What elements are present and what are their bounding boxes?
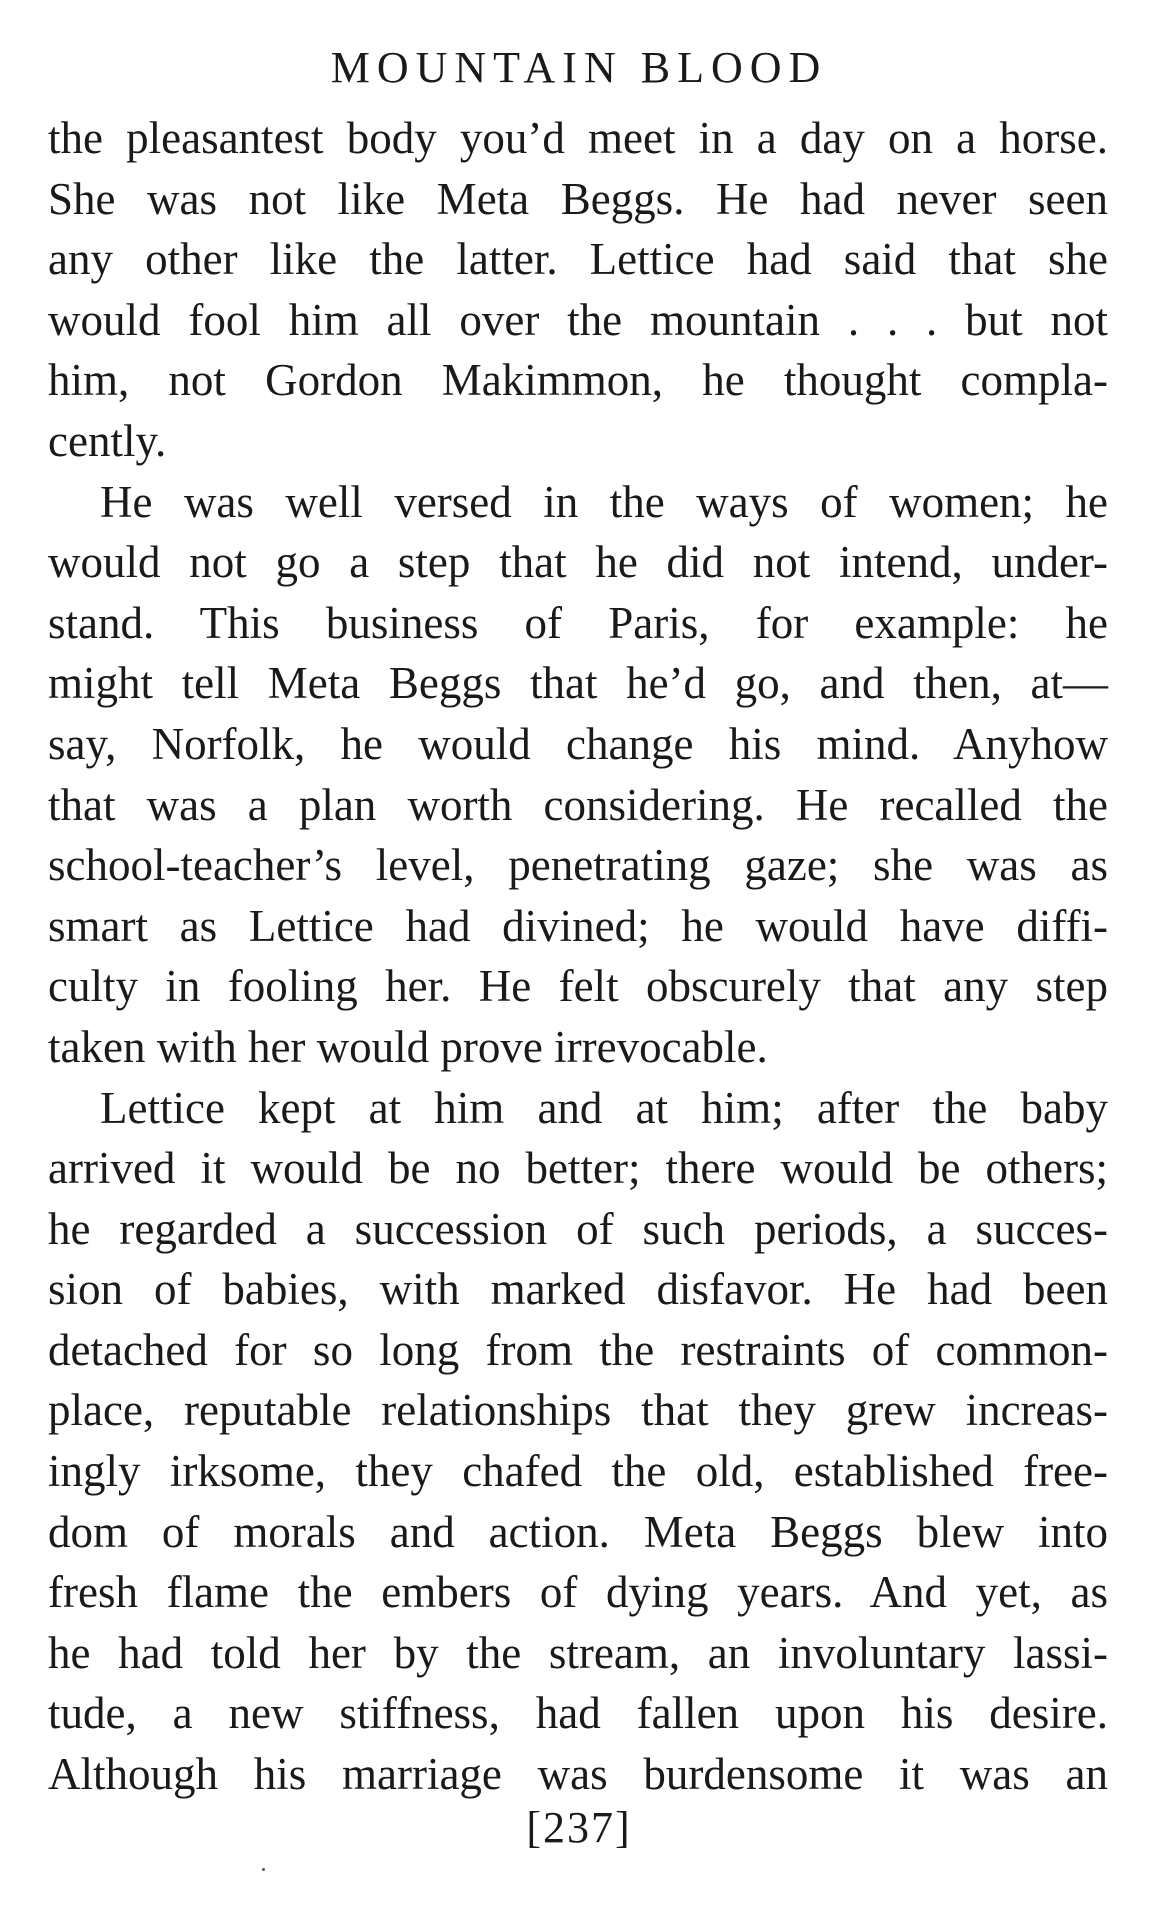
text-line: he regarded a succession of such periods, a succes-	[48, 1203, 1108, 1254]
text-line: would fool him all over the mountain . . . but not	[48, 294, 1108, 345]
body-text	[48, 108, 1108, 1805]
text-line: taken with her would prove irrevocable.	[48, 1021, 768, 1072]
text-line: the pleasantest body you’d meet in a day on a horse.	[48, 113, 1108, 163]
text-line: Lettice kept at him and at him; after the baby	[100, 1082, 1108, 1133]
text-line: him, not Gordon Makimmon, he thought compla-	[48, 355, 1108, 406]
paragraph	[48, 108, 1108, 472]
text-line: smart as Lettice had divined; he would have diffi-	[48, 900, 1108, 951]
paragraph	[48, 1078, 1108, 1805]
text-line: that was a plan worth considering. He recalled the	[48, 779, 1108, 830]
text-line: say, Norfolk, he would change his mind. Anyhow	[48, 718, 1108, 769]
text-line: any other like the latter. Lettice had said that she	[48, 234, 1108, 285]
text-line: Although his marriage was burdensome it was an	[48, 1749, 1108, 1800]
text-line: tude, a new stiffness, had fallen upon his desire.	[48, 1688, 1108, 1739]
page-number: [237]	[526, 1803, 632, 1852]
text-line: arrived it would be no better; there would be others;	[48, 1143, 1108, 1194]
text-line: school-teacher’s level, penetrating gaze; she was as	[48, 840, 1108, 891]
text-line: stand. This business of Paris, for example: he	[48, 597, 1108, 648]
text-line: ingly irksome, they chafed the old, established free-	[48, 1446, 1108, 1497]
text-line: he had told her by the stream, an involuntary lassi-	[48, 1627, 1108, 1678]
text-line: detached for so long from the restraints of common-	[48, 1324, 1108, 1375]
text-line: culty in fooling her. He felt obscurely that any step	[48, 961, 1108, 1012]
running-head: MOUNTAIN BLOOD	[330, 43, 828, 92]
text-line: sion of babies, with marked disfavor. He had been	[48, 1264, 1108, 1315]
text-line: would not go a step that he did not intend, under-	[48, 537, 1108, 588]
text-line: She was not like Meta Beggs. He had never seen	[48, 173, 1108, 224]
text-line: fresh flame the embers of dying years. And yet, as	[48, 1567, 1108, 1618]
print-speck	[262, 1868, 265, 1871]
text-line: dom of morals and action. Meta Beggs blew into	[48, 1506, 1108, 1557]
paragraph	[48, 472, 1108, 1078]
text-line: He was well versed in the ways of women; he	[100, 476, 1108, 527]
text-line: might tell Meta Beggs that he’d go, and then, at—	[48, 658, 1108, 709]
text-line: place, reputable relationships that they grew increas-	[48, 1385, 1108, 1436]
text-line: cently.	[48, 415, 167, 466]
